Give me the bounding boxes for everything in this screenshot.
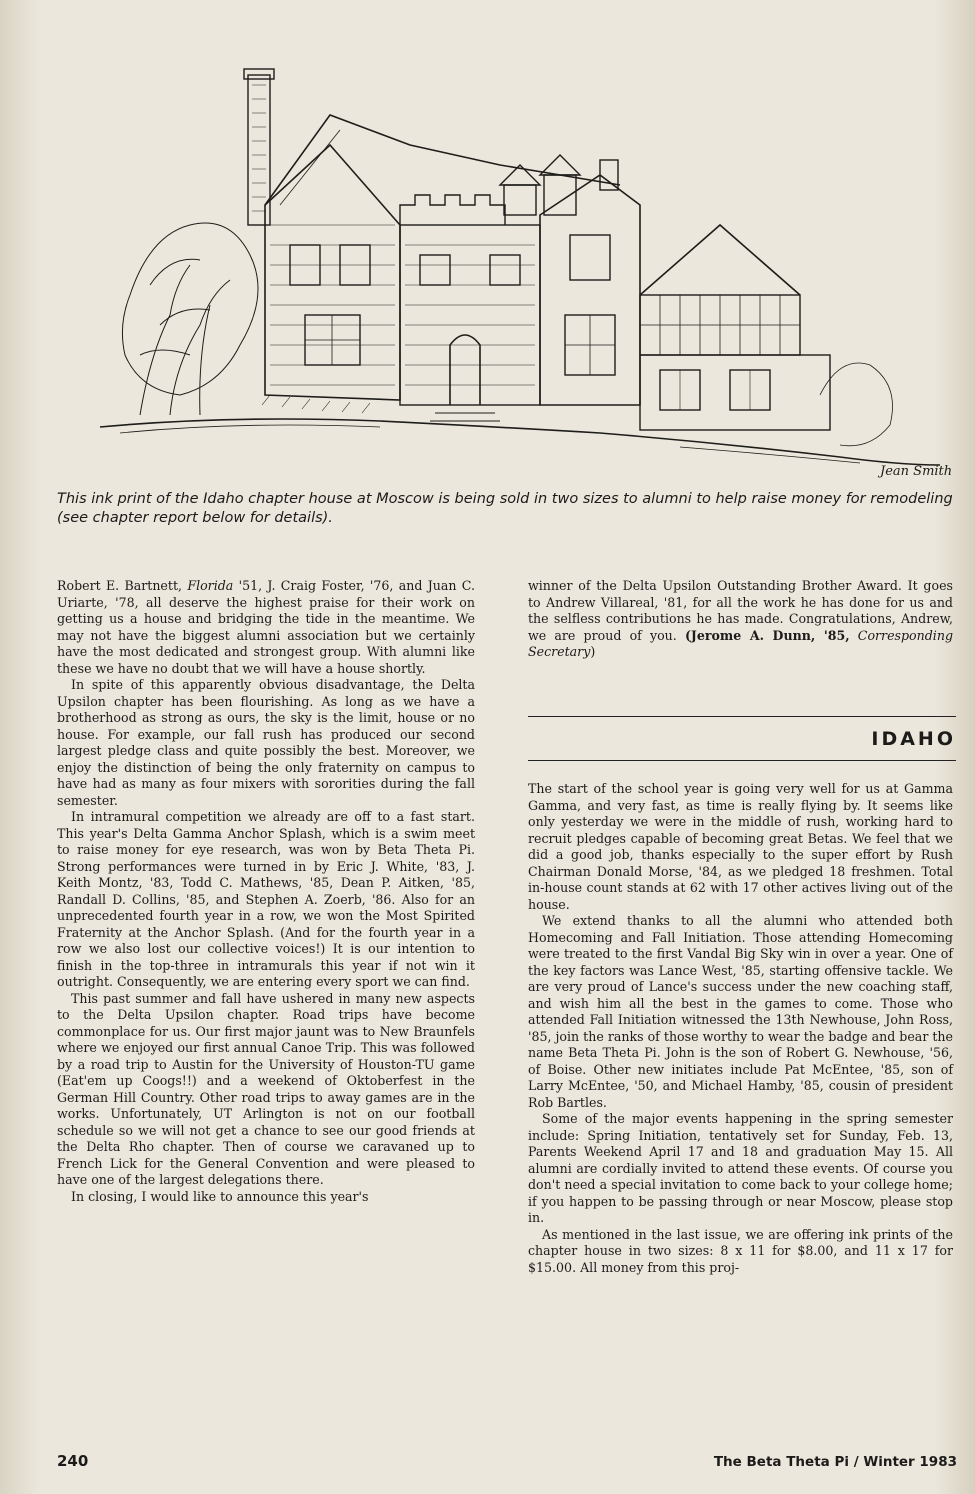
correspondent-role: Corresponding Secretary [528, 627, 954, 659]
running-footer: The Beta Theta Pi / Winter 1983 [713, 1454, 957, 1470]
left-paragraph-3: In intramural competition we already are off to a fast start. This year's Delta Gamma Anchor Splash, which is a swim meet to raise money for eye research, was won by Beta Theta Pi. Strong performances were turned in by Eric J. White, '83, J. Keith Montz, '83, Todd C. Mathews, '85, Dean P. Aitken, '85, Randall D. Collins, '85, and Stephen A. Zoerb, '86. Also for an unprecedented fourth year in a row, we won the Most Spirited Fraternity at the Anchor Splash. (And for the fourth year in a row we also lost our collective voices!) It is our intention to finish in the top-three in intramurals this year if not win it outright. Consequently, we are entering every sport we can find. [57, 809, 475, 989]
right-column-top [528, 578, 953, 661]
idaho-paragraph-1: The start of the school year is going very well for us at Gamma Gamma, and very fast, as time is really flying by. It seems like only yesterday we were in the middle of rush, working hard to recruit pledges capable of becoming great Betas. We feel that we did a good job, thanks especially to the super effort by Rush Chairman Donald Morse, '84, as we pledged 18 freshmen. Total in-house count stands at 62 with 17 other actives living out of the house. [528, 781, 953, 912]
idaho-paragraph-3: Some of the major events happening in the spring semester include: Spring Initiation, tentatively set for Sunday, Feb. 13, Parents Weekend April 17 and 18 and graduation May 15. All alumni are cordially invited to attend these events. Of course you don't need a special invitation to come back to your college home; if you happen to be passing through or near Moscow, please stop in. [528, 1111, 953, 1225]
page-number: 240 [57, 1452, 89, 1470]
right-top-text: winner of the Delta Upsilon Outstanding Brother Award. It goes to Andrew Villareal, '81, for all the work he has done for us and the selfless contributions he has made. Congratulations, Andrew, we are proud of you. [528, 578, 953, 643]
left-paragraph-4: This past summer and fall have ushered in many new aspects to the Delta Upsilon chapter. Road trips have become commonplace for us. Our first major jaunt was to New Braunfels where we enjoyed our first annual Canoe Trip. This was followed by a road trip to Austin for the University of Houston-TU game (Eat'em up Coogs!!) and a weekend of Oktoberfest in the German Hill Country. Other road trips to away games are in the works. Unfortunately, UT Arlington is not on our football schedule so we will not get a chance to see our good friends at the Delta Rho chapter. Then of course we caravaned up to French Lick for the General Convention and were pleased to have one of the largest delegations there. [57, 990, 475, 1187]
illustration-caption: This ink print of the Idaho chapter house at Moscow is being sold in two sizes to alumni to help raise money for remodeling (see chapter report below for details). [57, 491, 953, 526]
section-rule-top [528, 716, 956, 717]
left-paragraph-2: In spite of this apparently obvious disadvantage, the Delta Upsilon chapter has been flourishing. As long as we have a brotherhood as strong as ours, the sky is the limit, house or no house. For example, our fall rush has produced our second largest pledge class and quite possibly the best. Moreover, we enjoy the distinction of being the only fraternity on campus to have had as many as four mixers with sororities during the fall semester. [57, 677, 475, 808]
left-paragraph-1-rest: '51, J. Craig Foster, '76, and Juan C. Uriarte, '78, all deserve the highest praise for their work on getting us a house and bridging the tide in the meantime. We may not have the biggest alumni association but we certainly have the most dedicated and strongest group. With alumni like these we have no doubt that we will have a house shortly. [57, 578, 475, 676]
correspondent-close: ) [590, 644, 596, 659]
idaho-paragraph-2: We extend thanks to all the alumni who attended both Homecoming and Fall Initiation. Those attending Homecoming were treated to the first Vandal Big Sky win in over a year. One of the key factors was Lance West, '85, starting offensive tackle. We are very proud of Lance's success under the new coaching staff, and wish him all the best in the games to come. Those who attended Fall Initiation witnessed the 13th Newhouse, John Ross, '85, join the ranks of those worthy to wear the badge and bear the name Beta Theta Pi. John is the son of Robert G. Newhouse, '56, of Boise. Other new initiates include Pat McEntee, '85, son of Larry McEntee, '50, and Michael Hamby, '85, cousin of president Rob Bartles. [528, 913, 953, 1110]
chapter-house-illustration [80, 55, 960, 485]
correspondent-name: (Jerome A. Dunn, '85, [684, 627, 850, 643]
section-heading-idaho: IDAHO [871, 728, 956, 750]
right-top-paragraph [528, 578, 953, 661]
artist-signature: Jean Smith [880, 464, 953, 479]
left-paragraph-1: Robert E. Bartnett, Florida '51, J. Craig Foster, '76, and Juan C. Uriarte, '78, all deserve the highest praise for their work on getting us a house and bridging the tide in the meantime. We may not have the biggest alumni association but we certainly have the most dedicated and strongest group. With alumni like these we have no doubt that we will have a house shortly. [57, 578, 475, 676]
right-column-idaho [528, 781, 953, 1276]
left-paragraph-5: In closing, I would like to announce this year's [71, 1188, 369, 1204]
left-paragraph-1-italic: Florida [187, 578, 234, 593]
left-column [57, 578, 475, 1205]
section-rule-bottom [528, 760, 956, 761]
idaho-paragraph-4: As mentioned in the last issue, we are offering ink prints of the chapter house in two sizes: 8 x 11 for $8.00, and 11 x 17 for $15.00. All money from this proj- [528, 1226, 953, 1275]
